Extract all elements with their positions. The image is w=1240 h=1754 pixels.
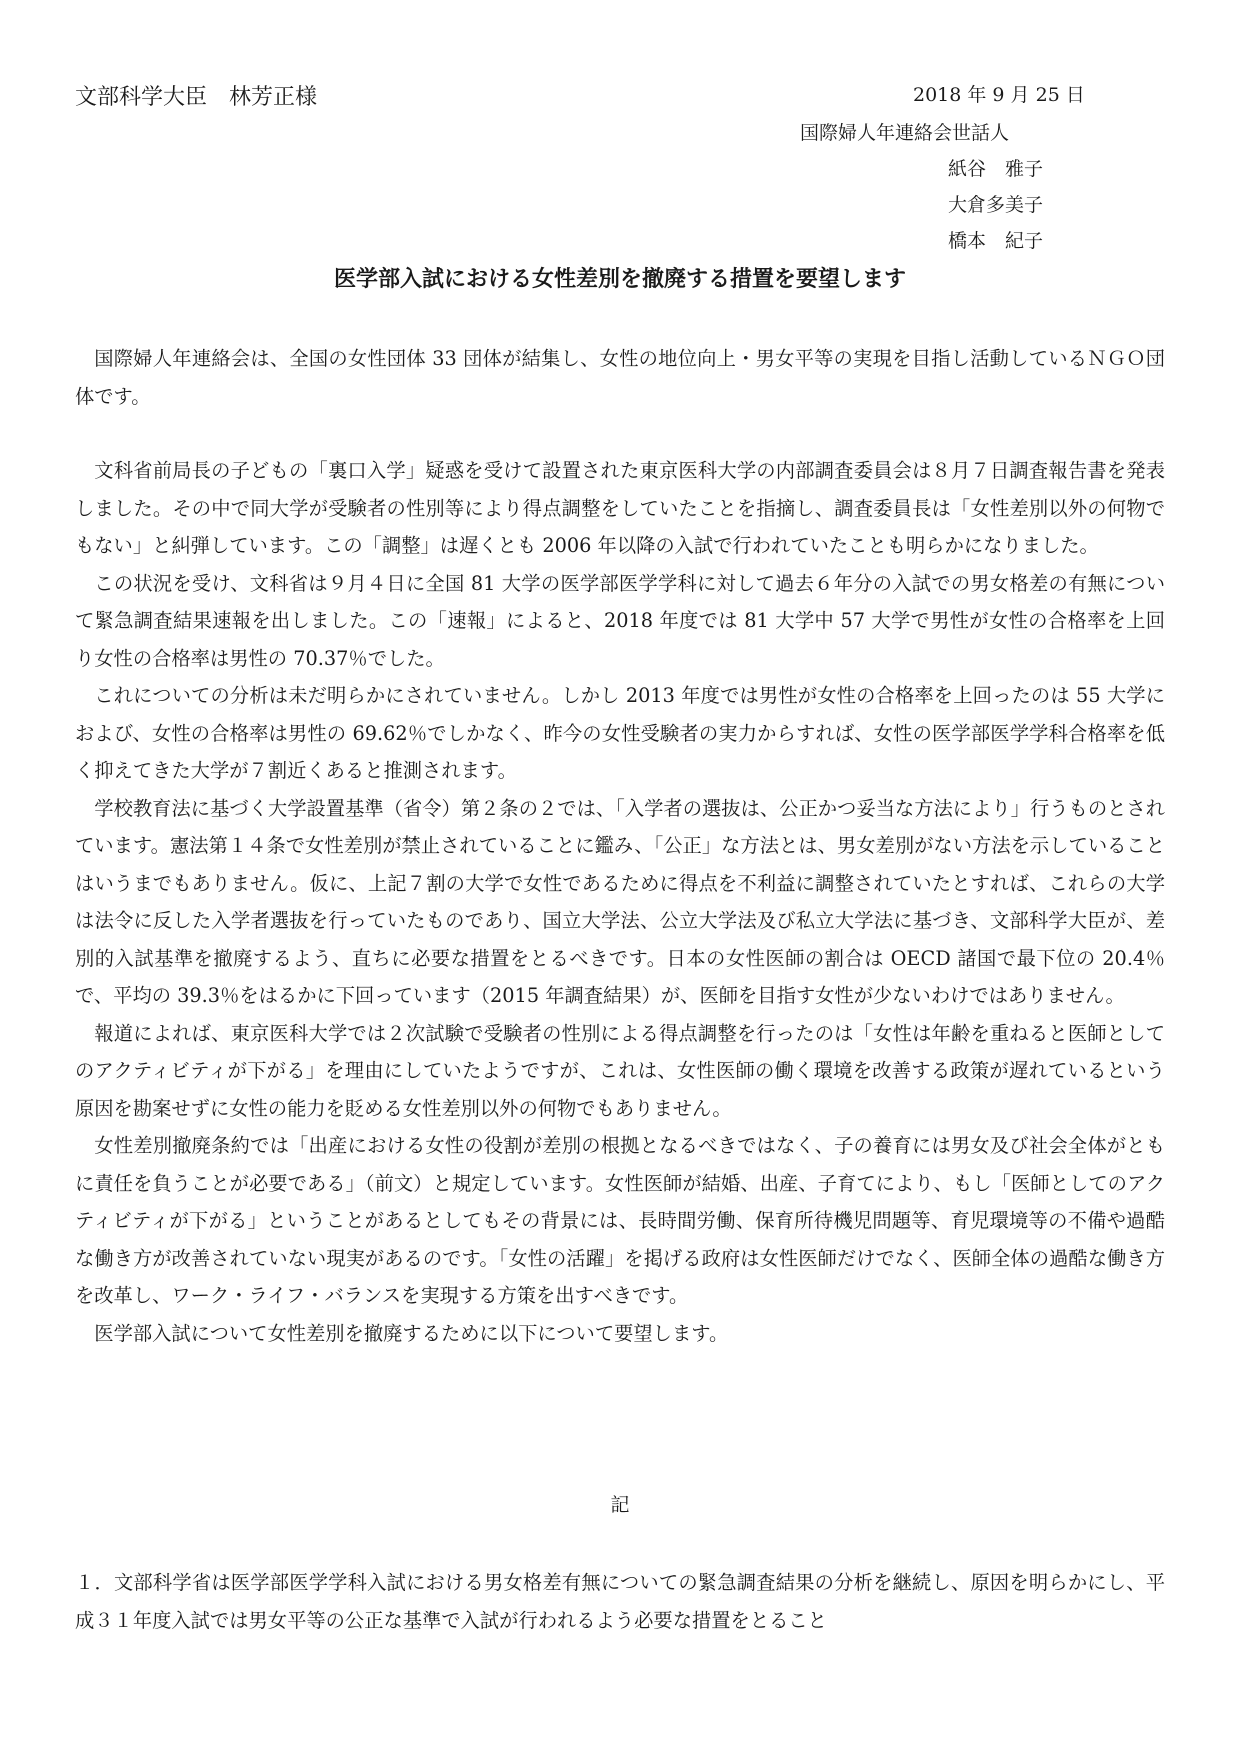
body-paragraph: 学校教育法に基づく大学設置基準（省令）第２条の２では、「入学者の選抜は、公正かつ妥当な方法により」行うものとされています。憲法第１４条で女性差別が禁止されていることに鑑み、「公正」な方法とは、男女差別がない方法を示していることはいうまでもありません。仮に、上記７割の大学で女性であるために得点を不利益に調整されていたとすれば、これらの大学は法令に反した入学者選抜を行っていたものであり、国立大学法、公立大学法及び私立大学法に基づき、文部科学大臣が、差別的入試基準を撤廃するよう、直ちに必要な措置をとるべきです。日本の女性医師の割合は OECD 諸国で最下位の 20.4％で、平均の 39.3％をはるかに下回っています（2015 年調査結果）が、医師を目指す女性が少ないわけではありません。 bbox=[75, 796, 1165, 1007]
body-paragraph: 国際婦人年連絡会は、全国の女性団体 33 団体が結集し、女性の地位向上・男女平等の実現を目指し活動しているＮＧＯ団体です。 bbox=[75, 347, 1165, 408]
request-item: １．文部科学省は医学部医学学科入試における男女格差有無についての緊急調査結果の分析を継続し、原因を明らかにし、平成３１年度入試では男女平等の公正な基準で入試が行われるよう必要な措置をとること bbox=[75, 1571, 1165, 1632]
body-paragraph: 女性差別撤廃条約では「出産における女性の役割が差別の根拠となるべきではなく、子の養育には男女及び社会全体がともに責任を負うことが必要である」（前文）と規定しています。女性医師が結婚、出産、子育てにより、もし「医師としてのアクティビティが下がる」ということがあるとしてもその背景には、長時間労働、保育所待機児問題等、育児環境等の不備や過酷な働き方が改善されていない現実があるのです。「女性の活躍」を掲げる政府は女性医師だけでなく、医師全体の過酷な働き方を改革し、ワーク・ライフ・バランスを実現する方策を出すべきです。 bbox=[75, 1134, 1165, 1307]
body-paragraph: 報道によれば、東京医科大学では２次試験で受験者の性別による得点調整を行ったのは「女性は年齢を重ねると医師としてのアクティビティが下がる」を理由にしていたようですが、これは、女性医師の働く環境を改善する政策が遅れているという原因を勘案せずに女性の能力を貶める女性差別以外の何物でもありません。 bbox=[75, 1021, 1165, 1120]
sender-name: 大倉多美子 bbox=[948, 194, 1044, 216]
sender-organization: 国際婦人年連絡会世話人 bbox=[800, 122, 1010, 144]
body-paragraph: この状況を受け、文科省は９月４日に全国 81 大学の医学部医学学科に対して過去６年分の入試での男女格差の有無について緊急調査結果速報を出しました。この「速報」によると、2018 年度では 81 大学中 57 大学で男性が女性の合格率を上回り女性の合格率は男性の 70.37％でした。 bbox=[75, 571, 1165, 670]
body-paragraph: これについての分析は未だ明らかにされていません。しかし 2013 年度では男性が女性の合格率を上回ったのは 55 大学におよび、女性の合格率は男性の 69.62％でしかなく、昨今の女性受験者の実力からすれば、女性の医学部医学学科合格率を低く抑えてきた大学が７割近くあると推測されます。 bbox=[75, 684, 1165, 782]
ki-heading: 記 bbox=[610, 1494, 630, 1516]
sender-block bbox=[800, 115, 1043, 259]
body-paragraph: 文科省前局長の子どもの「裏口入学」疑惑を受けて設置された東京医科大学の内部調査委員会は８月７日調査報告書を発表しました。その中で同大学が受験者の性別等により得点調整をしていたことを指摘し、調査委員長は「女性差別以外の何物でもない」と糾弾しています。この「調整」は遅くとも 2006 年以降の入試で行われていたことも明らかになりました。 bbox=[75, 459, 1165, 557]
addressee: 文部科学大臣 林芳正様 bbox=[75, 85, 318, 110]
sender-name: 橋本 紀子 bbox=[948, 230, 1044, 252]
letter-date: 2018 年 9 月 25 日 bbox=[913, 84, 1085, 106]
sender-name: 紙谷 雅子 bbox=[948, 158, 1044, 180]
request-list bbox=[75, 1564, 1165, 1639]
document-title: 医学部入試における女性差別を撤廃する措置を要望します bbox=[333, 267, 906, 292]
body-paragraph: 医学部入試について女性差別を撤廃するために以下について要望します。 bbox=[94, 1321, 729, 1345]
letter-body bbox=[75, 340, 1165, 1352]
